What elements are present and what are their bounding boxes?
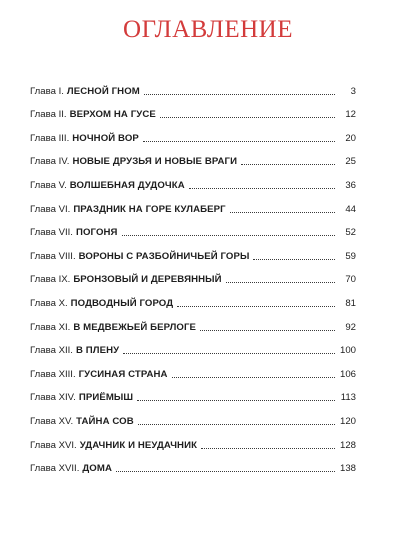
toc-entry: [30, 333, 356, 357]
chapter-number: Глава I.: [30, 85, 64, 97]
dot-leader: [122, 235, 335, 236]
chapter-number: Глава II.: [30, 109, 67, 121]
dot-leader: [143, 141, 335, 142]
toc-entry: [30, 120, 356, 144]
dot-leader: [137, 400, 335, 401]
toc-entry: [30, 97, 356, 121]
dot-leader: [201, 448, 335, 449]
dot-leader: [144, 94, 335, 95]
page-number: 70: [345, 274, 356, 286]
page-number: 128: [339, 439, 356, 451]
dot-leader: [123, 353, 335, 354]
page-number: 120: [339, 415, 356, 427]
dot-leader: [230, 212, 335, 213]
chapter-title: ВОРОНЫ С РАЗБОЙНИЧЬЕЙ ГОРЫ: [78, 250, 250, 262]
toc-entry: [30, 380, 356, 404]
chapter-title: ПРИЁМЫШ: [78, 392, 134, 404]
chapter-number: Глава VII.: [30, 227, 73, 239]
dot-leader: [138, 424, 335, 425]
page-number: 113: [340, 392, 356, 404]
dot-leader: [226, 282, 335, 283]
toc-entry: [30, 356, 356, 380]
chapter-title: БРОНЗОВЫЙ И ДЕРЕВЯННЫЙ: [73, 274, 222, 286]
toc-entry: [30, 191, 356, 215]
page-title: ОГЛАВЛЕНИЕ: [123, 16, 293, 43]
page-number: 52: [345, 227, 356, 239]
chapter-number: Глава VI.: [30, 203, 71, 215]
toc-entry: [30, 427, 356, 451]
chapter-title: ПОДВОДНЫЙ ГОРОД: [70, 297, 174, 309]
table-of-contents: [30, 73, 356, 474]
toc-entry: [30, 144, 356, 168]
chapter-number: Глава IV.: [30, 156, 70, 168]
toc-entry: [30, 403, 356, 427]
page-number: 12: [345, 109, 356, 121]
page-number: 20: [345, 132, 356, 144]
dot-leader: [253, 259, 335, 260]
chapter-number: Глава XIV.: [30, 392, 76, 404]
toc-entry: [30, 451, 356, 475]
chapter-number: Глава VIII.: [30, 250, 76, 262]
chapter-title: В ПЛЕНУ: [75, 345, 120, 357]
chapter-title: В МЕДВЕЖЬЕЙ БЕРЛОГЕ: [73, 321, 197, 333]
chapter-number: Глава XI.: [30, 321, 71, 333]
chapter-title: ДОМА: [82, 463, 112, 475]
toc-entry: [30, 309, 356, 333]
chapter-number: Глава XII.: [30, 345, 73, 357]
page-number: 81: [345, 297, 356, 309]
chapter-title: ВОЛШЕБНАЯ ДУДОЧКА: [69, 179, 185, 191]
dot-leader: [200, 330, 335, 331]
chapter-number: Глава III.: [30, 132, 70, 144]
dot-leader: [172, 377, 335, 378]
chapter-title: НОВЫЕ ДРУЗЬЯ И НОВЫЕ ВРАГИ: [72, 156, 238, 168]
dot-leader: [177, 306, 335, 307]
chapter-number: Глава XIII.: [30, 368, 76, 380]
chapter-number: Глава XV.: [30, 415, 74, 427]
chapter-title: ЛЕСНОЙ ГНОМ: [66, 85, 140, 97]
page-number: 36: [345, 179, 356, 191]
page-number: 3: [350, 85, 356, 97]
dot-leader: [160, 117, 335, 118]
page-number: 100: [339, 345, 356, 357]
toc-entry: [30, 167, 356, 191]
page-number: 44: [345, 203, 356, 215]
dot-leader: [116, 471, 335, 472]
toc-entry: [30, 73, 356, 97]
toc-entry: [30, 285, 356, 309]
chapter-number: Глава IX.: [30, 274, 71, 286]
chapter-number: Глава XVII.: [30, 463, 80, 475]
chapter-title: ПОГОНЯ: [75, 227, 118, 239]
chapter-number: Глава V.: [30, 179, 67, 191]
chapter-title: НОЧНОЙ ВОР: [72, 132, 139, 144]
page-number: 138: [339, 463, 356, 475]
dot-leader: [241, 164, 335, 165]
toc-entry: [30, 238, 356, 262]
chapter-number: Глава XVI.: [30, 439, 77, 451]
chapter-title: ВЕРХОМ НА ГУСЕ: [69, 109, 156, 121]
toc-entry: [30, 262, 356, 286]
toc-entry: [30, 215, 356, 239]
page-number: 25: [345, 156, 356, 168]
chapter-title: ГУСИНАЯ СТРАНА: [78, 368, 168, 380]
chapter-title: ПРАЗДНИК НА ГОРЕ КУЛАБЕРГ: [73, 203, 226, 215]
chapter-number: Глава X.: [30, 297, 68, 309]
page-number: 92: [345, 321, 356, 333]
dot-leader: [189, 188, 335, 189]
page-number: 59: [345, 250, 356, 262]
chapter-title: УДАЧНИК И НЕУДАЧНИК: [79, 439, 198, 451]
chapter-title: ТАЙНА СОВ: [76, 415, 134, 427]
page-number: 106: [339, 368, 356, 380]
